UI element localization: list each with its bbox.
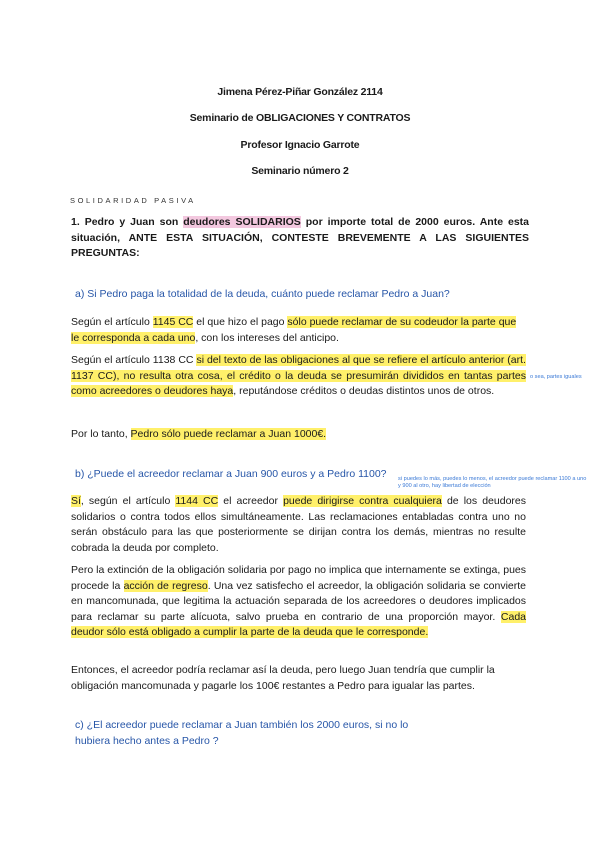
professor-line: Profesor Ignacio Garrote [240,139,360,151]
margin-note-1: o sea, partes iguales [530,374,582,380]
q1-highlight: deudores SOLIDARIOS [183,216,301,228]
answer-b-paragraph-1: Sí, según el artículo 1144 CC el acreedor puede dirigirse contra cualquiera de los deudores solidarios o contra todos ellos simultáneamente. Las reclamaciones entabladas contra uno no serán obstáculo para las que posteriormente se dirijan contra los demás, mientras no resulte cobrada la deuda por completo. [71,495,527,554]
seminar-number: Seminario número 2 [251,165,349,177]
section-label: SOLIDARIDAD PASIVA [70,196,196,205]
answer-a-paragraph-2: Según el artículo 1138 CC si del texto de las obligaciones al que se refiere el artículo anterior (art. 1137 CC), no resulta otra cosa, el crédito o la deuda se presumirán divididos en tantas partes como acreedores o deudores haya, reputándose créditos o deudas distintos unos de otros. [71,354,526,397]
answer-a-conclusion: Por lo tanto, Pedro sólo puede reclamar a Juan 1000€. [71,428,327,440]
question-c: c) ¿El acreedor puede reclamar a Juan también los 2000 euros, si no lo hubiera hecho antes a Pedro ? [75,719,409,747]
answer-a-paragraph-1: Según el artículo 1145 CC el que hizo el pago sólo puede reclamar de su codeudor la parte que le corresponda a cada uno, con los intereses del anticipo. [71,316,517,344]
seminar-title: Seminario de OBLIGACIONES Y CONTRATOS [189,112,411,124]
answer-b-paragraph-3: Entonces, el acreedor podría reclamar así la deuda, pero luego Juan tendría que cumplir la obligación mancomunada y pagarle los 100€ restantes a Pedro para igualar las partes. [71,664,495,692]
q1-rest: por importe total de 2000 euros. Ante esta situación, ANTE ESTA SITUACIÓN, CONTESTE BREVEMENTE A LAS SIGUIENTES PREGUNTAS: [71,216,530,259]
question-b: b) ¿Puede el acreedor reclamar a Juan 900 euros y a Pedro 1100? [75,468,387,480]
q1-prefix: 1. Pedro y Juan son [71,216,184,228]
question-a: a) Si Pedro paga la totalidad de la deuda, cuánto puede reclamar Pedro a Juan? [75,288,450,300]
answer-b-paragraph-2: Pero la extinción de la obligación solidaria por pago no implica que internamente se extinga, pues procede la acción de regreso. Una vez satisfecho el acreedor, la obligación solidaria se convierte en mancomunada, que legitima la actuación separada de los acreedores o deudores implicados para reclamar su parte alícuota, salvo prueba en contrario de una proporción mayor. Cada deudor sólo está obligado a cumplir la parte de la deuda que le corresponde. [71,564,527,638]
margin-note-2: si puedes lo más, puedes lo menos, el acreedor puede reclamar 1100 a uno y 900 al otro, hay libertad de elección [398,476,587,489]
author-line: Jimena Pérez-Piñar González 2114 [217,86,383,98]
question-1 [71,215,529,262]
